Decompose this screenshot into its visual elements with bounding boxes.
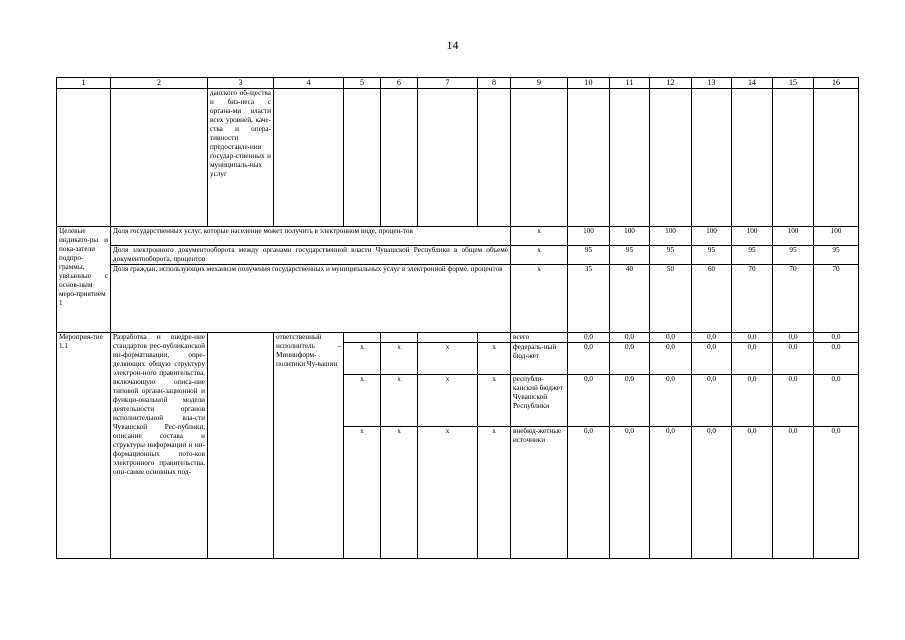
indicator-value: 70 — [732, 265, 773, 333]
funding-code — [381, 333, 418, 343]
funding-source: федераль-ный бюд-жет — [511, 343, 568, 375]
indicator-value: 95 — [732, 246, 773, 265]
continuation-row — [57, 89, 859, 227]
indicator-value: 95 — [610, 246, 650, 265]
funding-value: 0,0 — [568, 343, 610, 375]
funding-value: 0,0 — [650, 427, 692, 559]
event-label: Мероприя-тие 1.1 — [57, 333, 111, 559]
funding-value: 0,0 — [610, 427, 650, 559]
funding-row — [57, 333, 859, 343]
indicator-col9: x — [511, 265, 568, 333]
indicator-value: 95 — [568, 246, 610, 265]
indicator-value: 95 — [773, 246, 814, 265]
column-number: 10 — [568, 78, 610, 89]
column-number: 2 — [111, 78, 208, 89]
indicator-value: 35 — [568, 265, 610, 333]
funding-code: x — [381, 375, 418, 427]
funding-value: 0,0 — [732, 375, 773, 427]
funding-value: 0,0 — [692, 343, 732, 375]
indicator-col9: x — [511, 246, 568, 265]
funding-value: 0,0 — [814, 343, 859, 375]
funding-code: x — [478, 375, 511, 427]
funding-value: 0,0 — [610, 343, 650, 375]
funding-code — [418, 333, 478, 343]
indicator-value: 100 — [692, 227, 732, 246]
indicator-value: 70 — [773, 265, 814, 333]
indicator-text: Доля электронного документооборота между органами государственной власти Чувашской Республики в общем объеме документооборота, процентов — [111, 246, 511, 265]
column-number: 7 — [418, 78, 478, 89]
funding-source: всего — [511, 333, 568, 343]
indicator-value: 95 — [650, 246, 692, 265]
column-number: 9 — [511, 78, 568, 89]
funding-value: 0,0 — [773, 333, 814, 343]
page-number: 14 — [446, 38, 459, 52]
funding-value: 0,0 — [814, 333, 859, 343]
column-number: 14 — [732, 78, 773, 89]
indicator-value: 100 — [773, 227, 814, 246]
indicator-text: Доля государственных услуг, которые население может получить в электронном виде, процен-тов — [111, 227, 511, 246]
indicator-value: 60 — [692, 265, 732, 333]
indicator-value: 50 — [650, 265, 692, 333]
column-number: 3 — [208, 78, 274, 89]
funding-value: 0,0 — [650, 333, 692, 343]
funding-value: 0,0 — [773, 343, 814, 375]
indicator-value: 100 — [568, 227, 610, 246]
indicator-row — [57, 227, 859, 246]
indicator-col9: x — [511, 227, 568, 246]
funding-value: 0,0 — [650, 343, 692, 375]
indicator-value: 40 — [610, 265, 650, 333]
funding-value: 0,0 — [732, 333, 773, 343]
funding-code: x — [418, 343, 478, 375]
funding-code: x — [381, 343, 418, 375]
funding-code: x — [418, 427, 478, 559]
indicator-value: 100 — [732, 227, 773, 246]
indicator-row — [57, 246, 859, 265]
funding-value: 0,0 — [732, 427, 773, 559]
funding-value: 0,0 — [732, 343, 773, 375]
indicators-label: Целевые индикато-ры и пока-затели подпро-граммы, увязанные с основ-ным меро-приятием 1 — [57, 227, 111, 333]
funding-value: 0,0 — [650, 375, 692, 427]
funding-value: 0,0 — [814, 427, 859, 559]
column-number: 6 — [381, 78, 418, 89]
funding-code: x — [344, 343, 381, 375]
column-number: 1 — [57, 78, 111, 89]
column-number: 16 — [814, 78, 859, 89]
funding-source: внебюд-жетные источники — [511, 427, 568, 559]
funding-code: x — [418, 375, 478, 427]
funding-value: 0,0 — [773, 375, 814, 427]
funding-code: x — [344, 375, 381, 427]
continuation-text: данского об-щества и биз-неса с органа-ми власти всех уровней, каче-ства и опера-тивности предоставле-ния государ-ственных и муниципаль-ных услуг — [208, 89, 274, 227]
indicator-text: Доля граждан, использующих механизм получения государственных и муниципальных услуг в электронной форме, процентов — [111, 265, 511, 333]
event-executor: ответственный исполнитель – Мининформ-политики Чу-вашии — [274, 333, 344, 559]
column-number: 12 — [650, 78, 692, 89]
column-number: 4 — [274, 78, 344, 89]
funding-code — [344, 333, 381, 343]
indicator-row — [57, 265, 859, 333]
indicator-value: 95 — [814, 246, 859, 265]
funding-code — [478, 333, 511, 343]
program-table — [56, 77, 859, 559]
funding-code: x — [478, 343, 511, 375]
column-number: 13 — [692, 78, 732, 89]
indicator-value: 100 — [610, 227, 650, 246]
funding-source: республи-канский бюджет Чувашской Республики — [511, 375, 568, 427]
funding-value: 0,0 — [568, 427, 610, 559]
event-description: Разработка и внедре-ние стандартов рес-публиканской ин-формативации, опре-деляющих общую структуру электрон-ного правительства, включающую описа-ние типовой органи-зационной и функци-ональной модели деятельности органов исполнительной вла-сти Чувашской Рес-публики, описание состава и структуры информации и ин-формационных пото-ков электронного правительства, опи-сание основных под- — [111, 333, 208, 559]
funding-value: 0,0 — [610, 333, 650, 343]
funding-code: x — [381, 427, 418, 559]
funding-value: 0,0 — [814, 375, 859, 427]
funding-value: 0,0 — [773, 427, 814, 559]
funding-value: 0,0 — [692, 333, 732, 343]
funding-value: 0,0 — [568, 375, 610, 427]
column-number: 11 — [610, 78, 650, 89]
column-number: 15 — [773, 78, 814, 89]
column-number: 8 — [478, 78, 511, 89]
funding-value: 0,0 — [692, 427, 732, 559]
column-number: 5 — [344, 78, 381, 89]
funding-value: 0,0 — [692, 375, 732, 427]
column-number-row — [57, 78, 859, 89]
funding-code: x — [344, 427, 381, 559]
funding-value: 0,0 — [610, 375, 650, 427]
indicator-value: 70 — [814, 265, 859, 333]
funding-code: x — [478, 427, 511, 559]
funding-value: 0,0 — [568, 333, 610, 343]
indicator-value: 95 — [692, 246, 732, 265]
indicator-value: 100 — [650, 227, 692, 246]
indicator-value: 100 — [814, 227, 859, 246]
